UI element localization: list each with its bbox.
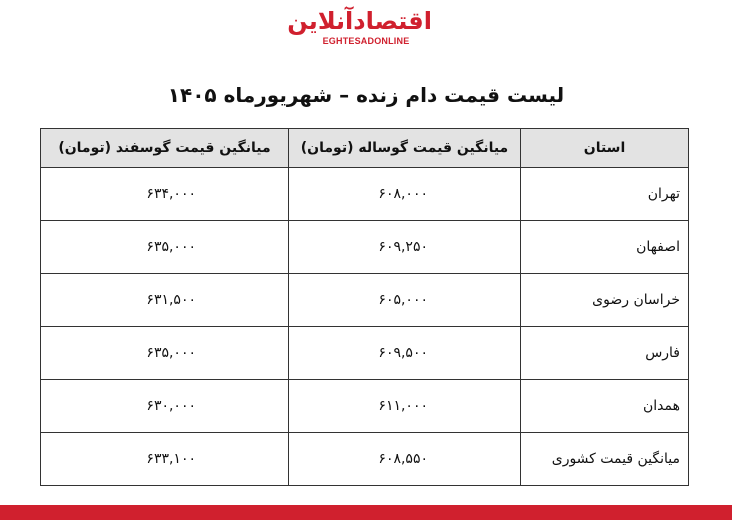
- province-cell: خراسان رضوی: [521, 274, 689, 327]
- logo-text-fa: اقتصادآنلاین: [287, 7, 432, 35]
- sheep-price-cell: ۶۳۳,۱۰۰: [41, 433, 289, 486]
- sheep-price-cell: ۶۳۰,۰۰۰: [41, 380, 289, 433]
- province-cell: فارس: [521, 327, 689, 380]
- column-header-sheep-price: میانگین قیمت گوسفند (تومان): [41, 129, 289, 168]
- calf-price-cell: ۶۰۵,۰۰۰: [289, 274, 521, 327]
- province-cell: تهران: [521, 168, 689, 221]
- table-header-row: [41, 129, 689, 168]
- page-title: لیست قیمت دام زنده – شهریورماه ۱۴۰۵: [167, 83, 565, 107]
- column-header-calf-price: میانگین قیمت گوساله (تومان): [289, 129, 521, 168]
- table-row: [41, 221, 689, 274]
- table-row: [41, 380, 689, 433]
- province-cell: همدان: [521, 380, 689, 433]
- calf-price-cell: ۶۱۱,۰۰۰: [289, 380, 521, 433]
- table-row: [41, 274, 689, 327]
- calf-price-cell: ۶۰۹,۵۰۰: [289, 327, 521, 380]
- column-header-province: استان: [521, 129, 689, 168]
- bottom-accent-bar: [0, 505, 732, 520]
- province-cell: اصفهان: [521, 221, 689, 274]
- calf-price-cell: ۶۰۸,۵۵۰: [289, 433, 521, 486]
- sheep-price-cell: ۶۳۴,۰۰۰: [41, 168, 289, 221]
- price-table: [40, 128, 689, 486]
- sheep-price-cell: ۶۳۵,۰۰۰: [41, 221, 289, 274]
- province-cell: میانگین قیمت کشوری: [521, 433, 689, 486]
- sheep-price-cell: ۶۳۵,۰۰۰: [41, 327, 289, 380]
- calf-price-cell: ۶۰۸,۰۰۰: [289, 168, 521, 221]
- site-logo: [287, 6, 432, 52]
- table-row: [41, 327, 689, 380]
- table-row-national-average: [41, 433, 689, 486]
- table-row: [41, 168, 689, 221]
- sheep-price-cell: ۶۳۱,۵۰۰: [41, 274, 289, 327]
- calf-price-cell: ۶۰۹,۲۵۰: [289, 221, 521, 274]
- logo-text-en: EGHTESADONLINE: [322, 36, 410, 46]
